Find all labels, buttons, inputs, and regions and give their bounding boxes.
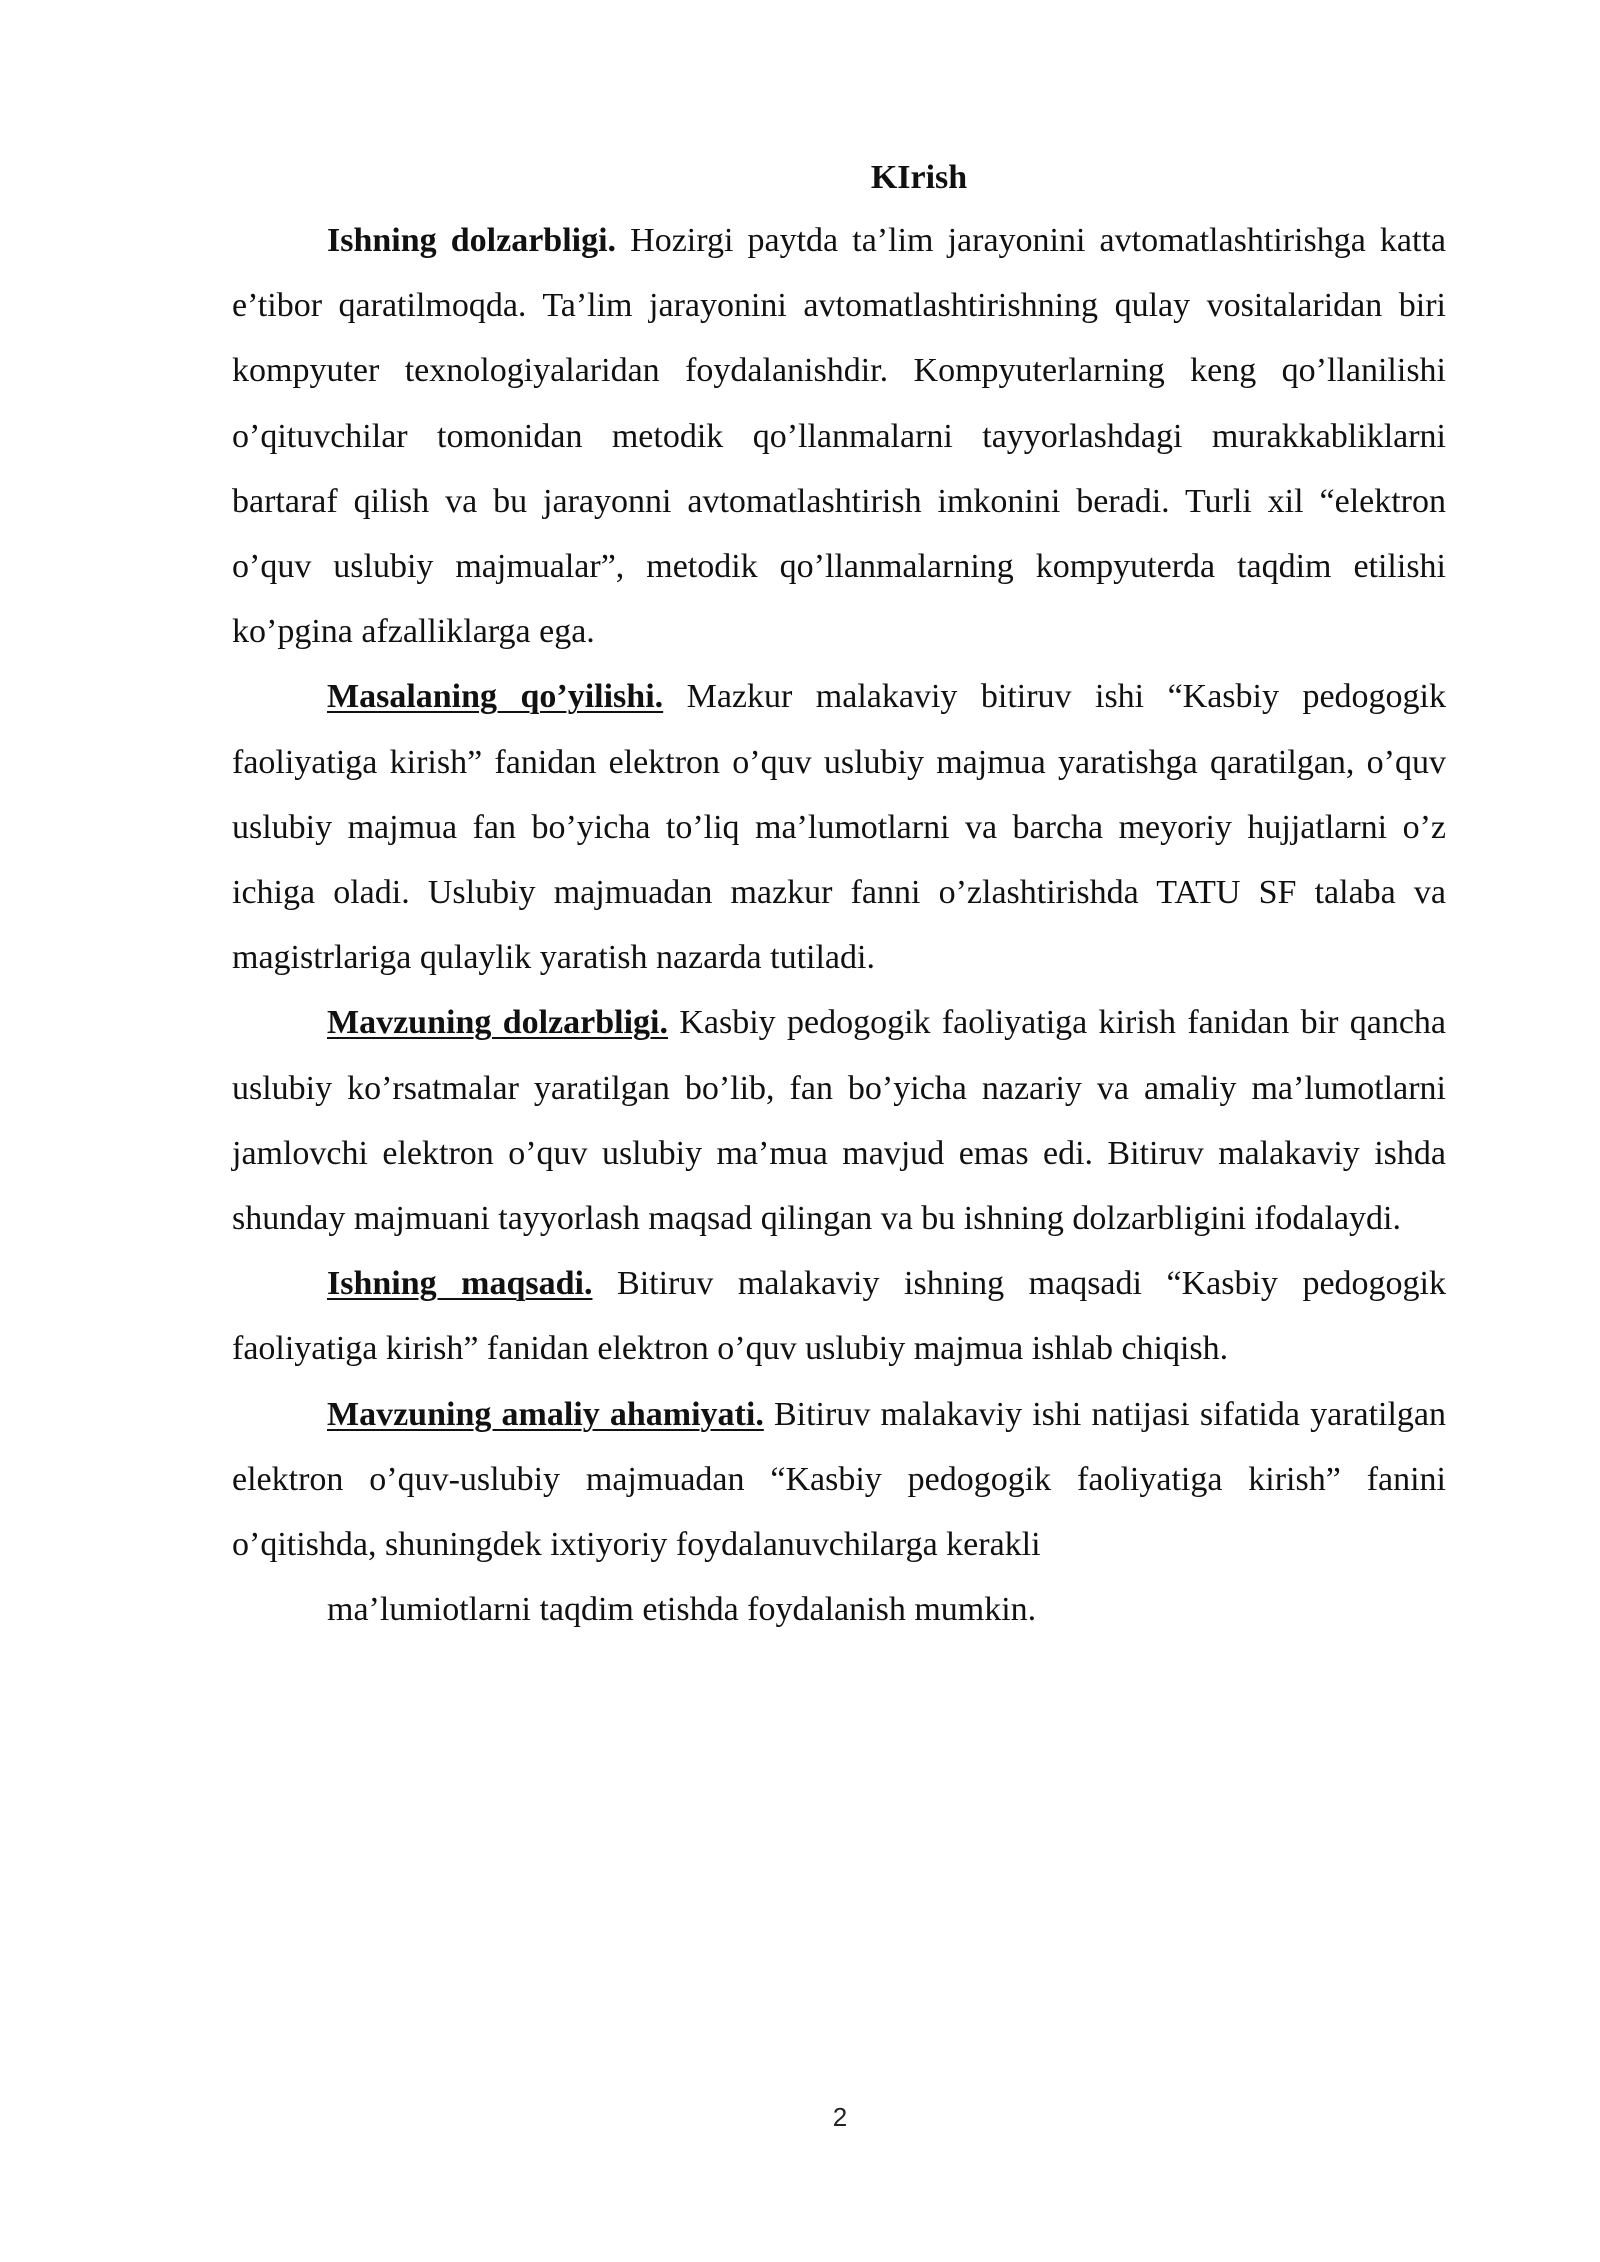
paragraph-lead-mavzuning-dolzarbligi: Mavzuning dolzarbligi. [327, 1004, 668, 1042]
page-content [232, 148, 1446, 1642]
paragraph-lead-ishning-maqsadi: Ishning maqsadi. [327, 1265, 593, 1303]
paragraph-text-mavzuning-dolzarbligi: Kasbiy pedogogik faoliyatiga kirish fanidan bir qancha uslubiy ko’rsatmalar yaratilgan bo’lib, fan bo’yicha nazariy va amaliy ma’lumotlarni jamlovchi elektron o’quv uslubiy ma’mua mavjud emas edi. Bitiruv malakaviy ishda shunday majmuani tayyorlash maqsad qilingan va bu ishning dolzarbligini ifodalaydi. [232, 1004, 1446, 1238]
paragraph-text-masalaning-qoyilishi: Mazkur malakaviy bitiruv ishi “Kasbiy pedogogik faoliyatiga kirish” fanidan elektron o’quv uslubiy majmua yaratishga qaratilgan, o’quv uslubiy majmua fan bo’yicha to’liq ma’lumotlarni va barcha meyoriy hujjatlarni o’z ichiga oladi. Uslubiy majmuadan mazkur fanni o’zlashtirishda TATU SF talaba va magistrlariga qulaylik yaratish nazarda tutiladi. [232, 678, 1446, 977]
paragraph-ishning-maqsadi [232, 1251, 1446, 1381]
paragraph-text-mavzuning-amaliy-ahamiyati: Bitiruv malakaviy ishi natijasi sifatida yaratilgan elektron o’quv-uslubiy majmuadan “Kasbiy pedogogik faoliyatiga kirish” fanini o’qitishda, shuningdek ixtiyoriy foydalanuvchilarga kerakli [232, 1395, 1446, 1564]
paragraph-text-ishning-maqsadi: Bitiruv malakaviy ishning maqsadi “Kasbiy pedogogik faoliyatiga kirish” fanidan elektron o’quv uslubiy majmua ishlab chiqish. [232, 1265, 1446, 1368]
paragraph-lead-ishning-dolzarbligi: Ishning dolzarbligi. [327, 222, 617, 259]
paragraph-text-ishning-dolzarbligi: Hozirgi paytda ta’lim jarayonini avtomatlashtirishga katta e’tibor qaratilmoqda. Ta’lim jarayonini avtomatlashtirishning qulay vositalaridan biri kompyuter texnologiyalaridan foydalanishdir. Kompyuterlarning keng qo’llanilishi o’qituvchilar tomonidan metodik qo’llanmalarni tayyorlashdagi murakkabliklarni bartaraf qilish va bu jarayonni avtomatlashtirish imkonini beradi. Turli xil “elektron o’quv uslubiy majmualar”, metodik qo’llanmalarning kompyuterda taqdim etilishi ko’pgina afzalliklarga ega. [232, 222, 1447, 651]
paragraph-masalaning-qoyilishi [232, 664, 1446, 990]
paragraph-lead-mavzuning-amaliy-ahamiyati: Mavzuning amaliy ahamiyati. [327, 1395, 764, 1433]
paragraph-lead-masalaning-qoyilishi: Masalaning qo’yilishi. [327, 678, 664, 716]
paragraph-final-line: ma’lumiotlarni taqdim etishda foydalanish mumkin. [327, 1591, 1037, 1629]
paragraph-ishning-dolzarbligi [232, 208, 1446, 664]
page-title: KIrish [870, 159, 968, 196]
page-number: 2 [832, 2102, 848, 2132]
paragraph-mavzuning-dolzarbligi [232, 990, 1446, 1251]
paragraph-mavzuning-amaliy-ahamiyati [232, 1382, 1446, 1578]
